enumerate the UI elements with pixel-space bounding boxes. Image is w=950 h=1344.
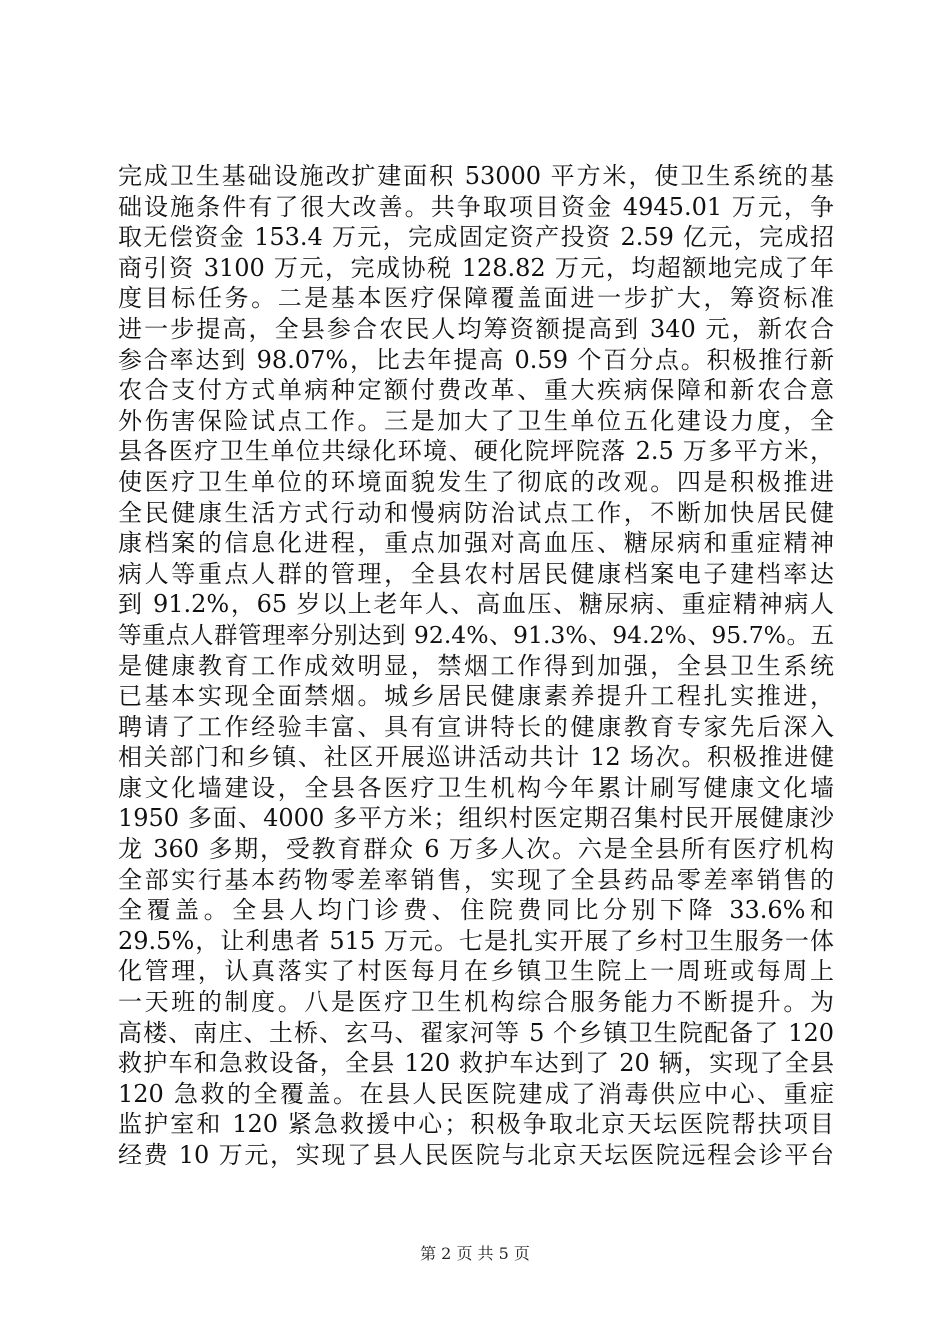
text-line: 康档案的信息化进程，重点加强对高血压、糖尿病和重症精神 xyxy=(118,529,834,558)
text-line: 参合率达到 98.07%，比去年提高 0.59 个百分点。积极推行新 xyxy=(118,345,834,374)
text-line: 到 91.2%，65 岁以上老年人、高血压、糖尿病、重症精神病人 xyxy=(118,590,834,619)
text-line: 县各医疗卫生单位共绿化环境、硬化院坪院落 2.5 万多平方米， xyxy=(118,437,834,466)
text-line: 取无偿资金 153.4 万元，完成固定资产投资 2.59 亿元，完成招 xyxy=(118,223,834,252)
text-line: 相关部门和乡镇、社区开展巡讲活动共计 12 场次。积极推进健 xyxy=(118,743,834,772)
text-line: 高楼、南庄、土桥、玄马、翟家河等 5 个乡镇卫生院配备了 120 xyxy=(118,1018,834,1047)
text-line: 1950 多面、4000 多平方米；组织村医定期召集村民开展健康沙 xyxy=(118,804,834,833)
text-line: 化管理，认真落实了村医每月在乡镇卫生院上一周班或每周上 xyxy=(118,957,834,986)
text-line: 全覆盖。全县人均门诊费、住院费同比分别下降 33.6%和 xyxy=(118,896,834,925)
text-line: 病人等重点人群的管理，全县农村居民健康档案电子建档率达 xyxy=(118,559,834,588)
text-line: 外伤害保险试点工作。三是加大了卫生单位五化建设力度，全 xyxy=(118,406,834,435)
text-line: 监护室和 120 紧急救援中心；积极争取北京天坛医院帮扶项目 xyxy=(118,1110,834,1139)
text-line: 经费 10 万元，实现了县人民医院与北京天坛医院远程会诊平台 xyxy=(118,1141,834,1169)
text-line: 一天班的制度。八是医疗卫生机构综合服务能力不断提升。为 xyxy=(118,988,834,1017)
text-line: 龙 360 多期，受教育群众 6 万多人次。六是全县所有医疗机构 xyxy=(118,835,834,864)
text-line: 农合支付方式单病种定额付费改革、重大疾病保障和新农合意 xyxy=(118,376,834,405)
text-line: 度目标任务。二是基本医疗保障覆盖面进一步扩大，筹资标准 xyxy=(118,284,834,313)
text-line: 是健康教育工作成效明显，禁烟工作得到加强，全县卫生系统 xyxy=(118,651,834,680)
text-line: 29.5%，让利患者 515 万元。七是扎实开展了乡村卫生服务一体 xyxy=(118,926,834,955)
text-line: 全部实行基本药物零差率销售，实现了全县药品零差率销售的 xyxy=(118,865,834,894)
text-line: 础设施条件有了很大改善。共争取项目资金 4945.01 万元，争 xyxy=(118,192,834,221)
page-footer: 第 2 页 共 5 页 xyxy=(420,1244,530,1263)
text-line: 完成卫生基础设施改扩建面积 53000 平方米，使卫生系统的基 xyxy=(118,162,834,190)
text-line: 使医疗卫生单位的环境面貌发生了彻底的改观。四是积极推进 xyxy=(118,467,834,496)
text-line: 进一步提高，全县参合农民人均筹资额提高到 340 元，新农合 xyxy=(118,314,834,343)
text-line: 康文化墙建设，全县各医疗卫生机构今年累计刷写健康文化墙 xyxy=(118,773,834,802)
text-line: 救护车和急救设备，全县 120 救护车达到了 20 辆，实现了全县 xyxy=(118,1049,834,1078)
text-line: 全民健康生活方式行动和慢病防治试点工作，不断加快居民健 xyxy=(118,498,834,527)
text-line: 商引资 3100 万元，完成协税 128.82 万元，均超额地完成了年 xyxy=(118,253,834,282)
text-line: 已基本实现全面禁烟。城乡居民健康素养提升工程扎实推进， xyxy=(118,682,834,711)
body-text xyxy=(118,161,834,1171)
text-line: 等重点人群管理率分别达到 92.4%、91.3%、94.2%、95.7%。五 xyxy=(118,620,834,649)
text-line: 聘请了工作经验丰富、具有宣讲特长的健康教育专家先后深入 xyxy=(118,712,834,741)
text-line: 120 急救的全覆盖。在县人民医院建成了消毒供应中心、重症 xyxy=(118,1079,834,1108)
